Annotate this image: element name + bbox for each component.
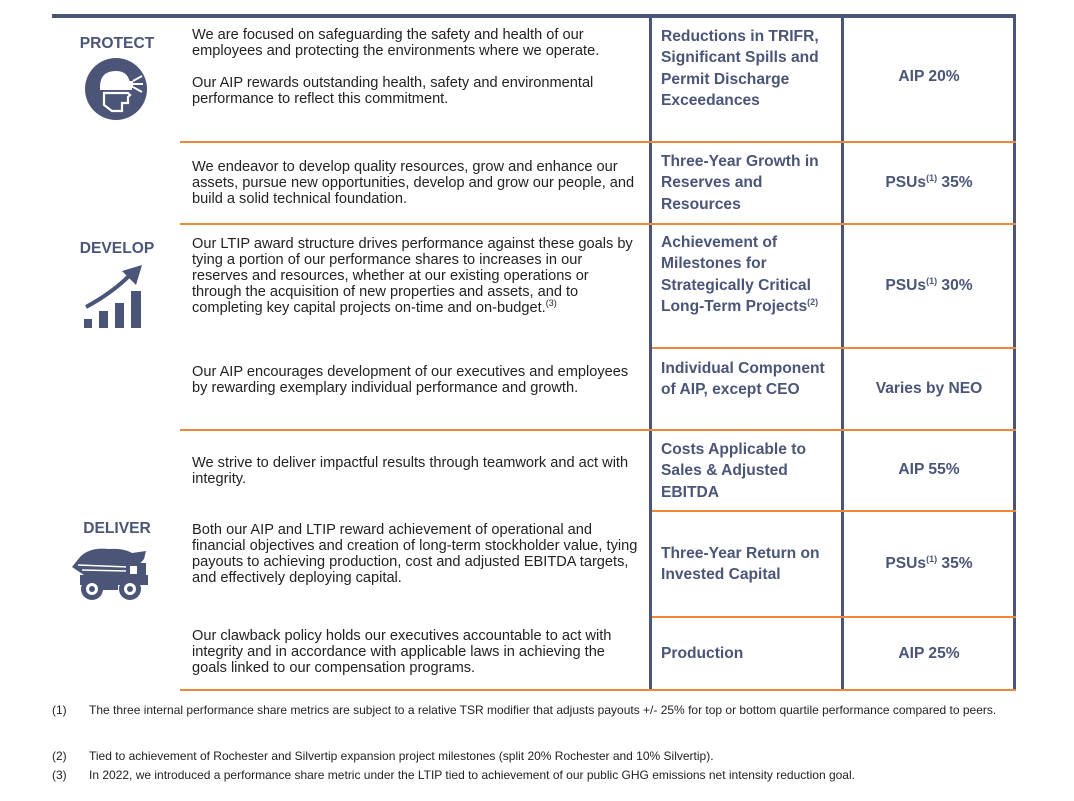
weight-text: 35% [937,555,973,572]
row-divider [180,223,1016,225]
description-paragraph: Our LTIP award structure drives performance against these goals by tying a portion of our performance shares to increases in our reserves and resources, whether at our existing operations or through the acquisition of new properties and assets, and to completing key capital projects on-time and on-budget. [192,236,633,316]
weight-cell [845,461,1013,479]
footnote-number: (1) [52,703,67,717]
footnote-text: In 2022, we introduced a performance share metric under the LTIP tied to achievement of our public GHG emissions net intensity reduction goal. [89,768,855,782]
footnote-text: The three internal performance share metrics are subject to a relative TSR modifier that adjusts payouts +/- 25% for top or bottom quartile performance compared to peers. [89,703,997,717]
weight-cell [845,277,1013,295]
metric-cell: Three-Year Return on Invested Capital [661,545,820,584]
row-description [192,236,642,316]
category-protect: PROTECT [79,35,155,52]
footnote-ref: (3) [545,298,557,309]
table-right-border [1013,14,1016,691]
footnote-ref: (1) [926,172,938,183]
row-description [192,628,642,676]
row-description [192,522,642,586]
weight-cell [845,68,1013,86]
growth-chart-arrow-icon [84,263,152,336]
row-description [192,27,642,107]
metric-cell: Reductions in TRIFR, Significant Spills and Permit Discharge Exceedances [661,28,819,109]
weight-text: PSUs [885,555,927,572]
description-paragraph: Our AIP rewards outstanding health, safety and environmental performance to reflect this commitment. [192,75,594,107]
metric-cell: Individual Component of AIP, except CEO [661,360,825,399]
weight-text: 35% [937,174,973,191]
column-divider-metric [649,14,652,691]
metric-cell [661,232,839,317]
row-description [192,364,642,396]
metric-cell: Costs Applicable to Sales & Adjusted EBITDA [661,441,806,501]
footnote-text: Tied to achievement of Rochester and Silvertip expansion project milestones (split 20% Rochester and 10% Silvertip). [89,749,714,763]
description-paragraph: Our clawback policy holds our executives accountable to act with integrity and in accordance with applicable laws in achieving the goals linked to our compensation programs. [192,628,612,676]
footnote-number: (2) [52,749,67,763]
column-divider-weight [841,14,844,691]
category-deliver: DELIVER [83,520,151,537]
dump-truck-icon [70,545,154,606]
weight-cell [845,174,1013,192]
description-paragraph: We endeavor to develop quality resources, grow and enhance our assets, pursue new opportunities, develop and grow our people, and build a solid technical foundation. [192,159,635,207]
footnote-ref: (2) [807,296,819,307]
weight-text: 30% [937,277,973,294]
footnote-number: (3) [52,768,67,782]
weight-text: AIP 55% [898,461,960,478]
metric-cell: Three-Year Growth in Reserves and Resources [661,153,819,213]
footnote-ref: (1) [926,275,938,286]
row-description [192,455,642,487]
row-divider [652,510,1016,512]
description-paragraph: We are focused on safeguarding the safety and health of our employees and protecting the environments where we operate. [192,27,600,59]
description-paragraph: Both our AIP and LTIP reward achievement of operational and financial objectives and creation of long-term stockholder value, tying payouts to achieving production, cost and adjusted EBITDA targets, and effectively deploying capital. [192,522,638,586]
row-description [192,159,642,207]
table-bottom-border [180,689,1016,691]
row-divider [652,616,1016,618]
metric-text: Achievement of Milestones for Strategically Critical Long-Term Projects [661,234,811,315]
category-develop: DEVELOP [79,240,155,257]
hard-hat-head-icon [84,57,148,126]
row-divider [180,141,1016,143]
weight-text: PSUs [885,277,927,294]
weight-text: AIP 20% [898,68,960,85]
weight-cell [845,645,1013,663]
weight-text: AIP 25% [898,645,960,662]
weight-text: Varies by NEO [875,380,983,397]
weight-cell [845,555,1013,573]
row-divider [652,347,1016,349]
description-paragraph: Our AIP encourages development of our executives and employees by rewarding exemplary individual performance and growth. [192,364,629,396]
metric-cell: Production [661,645,744,662]
weight-text: PSUs [885,174,927,191]
row-divider [180,429,1016,431]
table-top-border [52,14,1016,18]
weight-cell [845,380,1013,398]
description-paragraph: We strive to deliver impactful results through teamwork and act with integrity. [192,455,629,487]
footnote-ref: (1) [926,553,938,564]
